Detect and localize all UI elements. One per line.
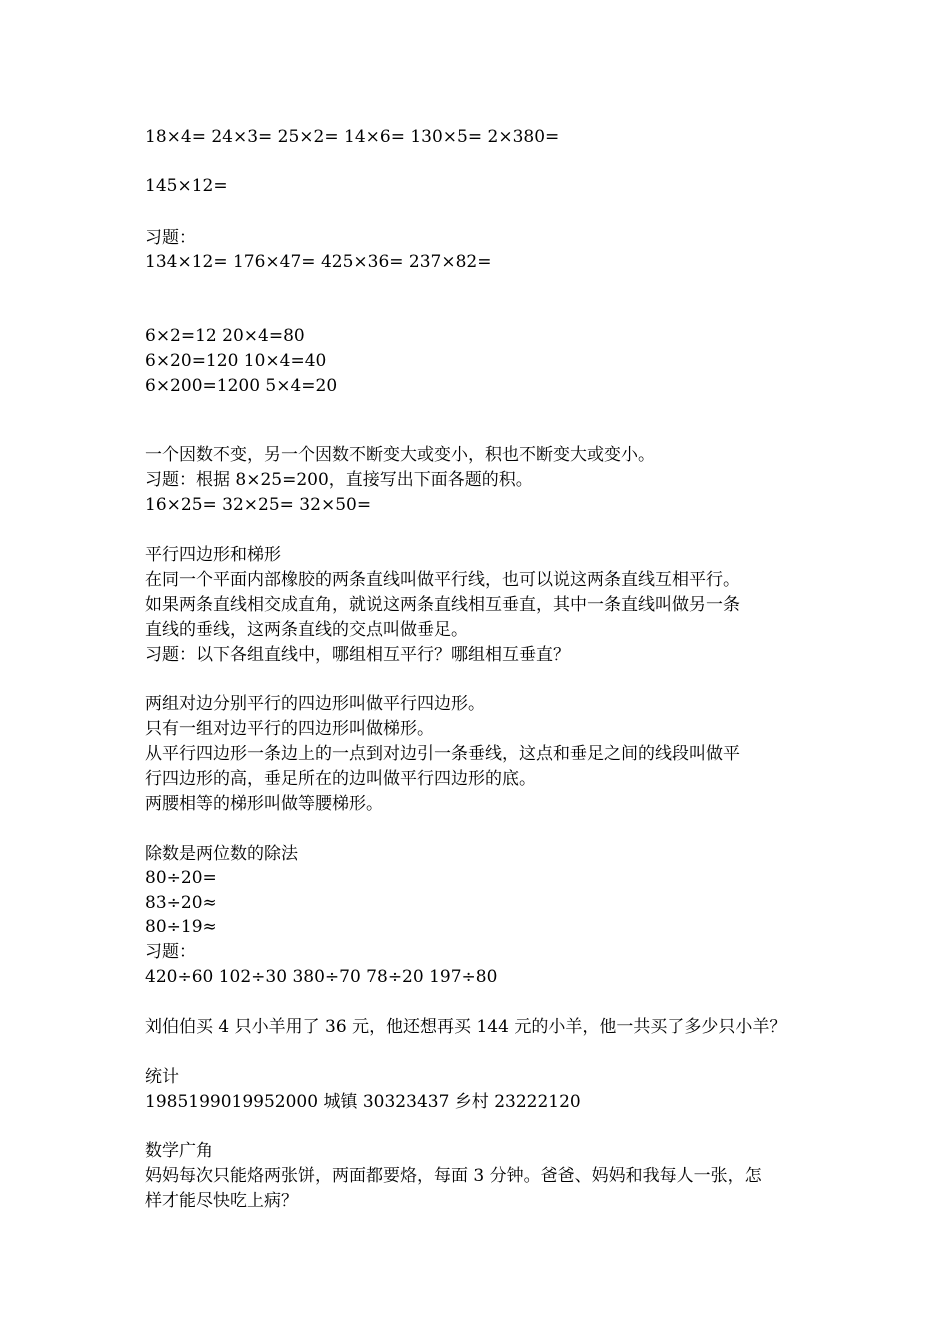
division-exercise-row: 420÷60 102÷30 380÷70 78÷20 197÷80 xyxy=(145,967,498,987)
trapezoid-definition: 只有一组对边平行的四边形叫做梯形。 xyxy=(145,719,434,739)
parallel-lines-definition: 在同一个平面内部橡胶的两条直线叫做平行线，也可以说这两条直线互相平行。 xyxy=(145,570,740,590)
division-exercise-label: 习题： xyxy=(145,942,196,962)
height-definition-line-1: 从平行四边形一条边上的一点到对边引一条垂线，这点和垂足之间的线段叫做平 xyxy=(145,744,740,764)
parallelogram-definition: 两组对边分别平行的四边形叫做平行四边形。 xyxy=(145,694,485,714)
division-example-3: 80÷19≈ xyxy=(145,917,217,937)
division-example-1: 80÷20= xyxy=(145,868,217,888)
lines-exercise-prompt: 习题：以下各组直线中，哪组相互平行？哪组相互垂直？ xyxy=(145,645,570,665)
product-rule-text: 一个因数不变，另一个因数不断变大或变小，积也不断变大或变小。 xyxy=(145,445,655,465)
multiplication-exercise-row-1: 18×4= 24×3= 25×2= 14×6= 130×5= 2×380= xyxy=(145,127,560,147)
statistics-data-row: 1985199019952000 城镇 30323437 乡村 23222120 xyxy=(145,1092,581,1112)
section-heading-statistics: 统计 xyxy=(145,1067,179,1087)
section-heading-division: 除数是两位数的除法 xyxy=(145,844,298,864)
product-pattern-line-1: 6×2=12 20×4=80 xyxy=(145,326,305,346)
product-exercise-row: 16×25= 32×25= 32×50= xyxy=(145,495,372,515)
height-definition-line-2: 行四边形的高，垂足所在的边叫做平行四边形的底。 xyxy=(145,769,536,789)
pancake-problem-line-1: 妈妈每次只能烙两张饼，两面都要烙，每面 3 分钟。爸爸、妈妈和我每人一张，怎 xyxy=(145,1166,762,1186)
division-example-2: 83÷20≈ xyxy=(145,893,217,913)
pancake-problem-line-2: 样才能尽快吃上病？ xyxy=(145,1191,298,1211)
product-pattern-line-3: 6×200=1200 5×4=20 xyxy=(145,376,338,396)
section-heading-math-corner: 数学广角 xyxy=(145,1141,213,1161)
multiplication-exercise-row-2: 145×12= xyxy=(145,176,228,196)
isosceles-trapezoid-definition: 两腰相等的梯形叫做等腰梯形。 xyxy=(145,794,383,814)
exercise-label: 习题： xyxy=(145,228,196,248)
sheep-word-problem: 刘伯伯买 4 只小羊用了 36 元，他还想再买 144 元的小羊，他一共买了多少只小羊？ xyxy=(145,1017,787,1037)
multiplication-exercise-row-3: 134×12= 176×47= 425×36= 237×82= xyxy=(145,252,492,272)
product-exercise-prompt: 习题：根据 8×25=200，直接写出下面各题的积。 xyxy=(145,470,533,490)
product-pattern-line-2: 6×20=120 10×4=40 xyxy=(145,351,327,371)
perpendicular-definition-line-2: 直线的垂线，这两条直线的交点叫做垂足。 xyxy=(145,620,468,640)
perpendicular-definition-line-1: 如果两条直线相交成直角，就说这两条直线相互垂直，其中一条直线叫做另一条 xyxy=(145,595,740,615)
section-heading-parallelogram-trapezoid: 平行四边形和梯形 xyxy=(145,545,281,565)
